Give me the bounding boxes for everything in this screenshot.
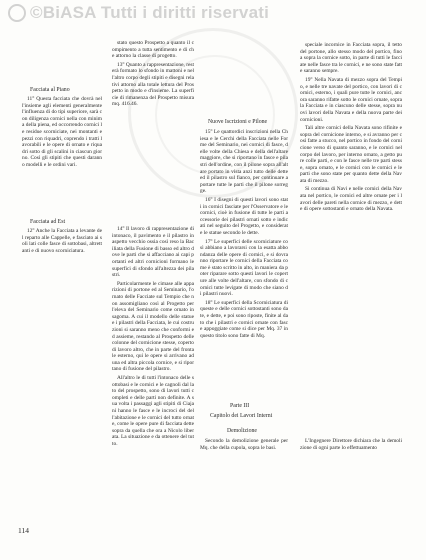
paragraph: 12° Anche la Facciata a levante del reparto alle Cappelle, e fasciato ai soli lati colle fasce di sottobasi, altrettanti e di nuovo scorniciatura. [22, 228, 102, 254]
paragraph: All'altro le di tutti l'intonaco delle sottobasi e le cornici e le cagnoli dal lato del prospetto, sono di lavori tutti completi e delle parti non definite. A sua volta i passaggi agli stipiti di Ciajani hanno le fasce e le incroci del dell'abitazione e le cornici del tutto ornate, come le opere pure di facciata dette sopra da quella che ora a Nicolo liberata. La situazione e da ottenere del tutto. [112, 375, 194, 447]
paragraph: 18° Le superfici della Scorniciatura di queste e delle cornici sottostanti sono date, e dette, e poi sono riposte, finite al dato che i pilastri e cornici ornate con fasce appoggiate come si dice per Mq. 37 in questo titolo sono fatte di Mq. [200, 299, 288, 339]
column-3-demolition-text [200, 438, 288, 462]
copyright-icon [8, 4, 26, 22]
section-heading-inscriptions: Nuove Iscrizioni e Pilone [208, 119, 268, 125]
paragraph: 11° Questa facciata che dovrà nell'insieme agli elementi generalmente l'influenza di do tipi superiore, sarà con diligenza cornici nella con minima della piena, ed occorrendo cornici le residue scorniciate, nei montanti e pezzi con riquadri, coprendo i tratti lavorabili e le opere di ornato e riquadri sotto di gli scalini in ciascun giorno. Così gli stipiti che questi daranno modelli e le ordini vari. [22, 96, 102, 168]
column-3-top-text [200, 129, 288, 367]
chapter-heading: Capitolo dei Lavori Interni [210, 413, 273, 419]
paragraph: speciale incornice in Facciata sopra, il tetto del portone, allo stesso modo del portico, fino a sopra la cornice sotto, in parte di tutti le facciate nelle fasce tra le cornici, e ne sono state fatte saranno sempre. [300, 42, 402, 75]
section-heading-east: Facciata ad Est [30, 219, 66, 225]
column-4-bottom-text [300, 438, 402, 458]
column-2-top-text [112, 40, 194, 200]
column-1-floor-text [22, 96, 102, 216]
watermark-text: ©BiASA Tutti i diritti riservati [30, 3, 270, 22]
paragraph: 19° Nella Navata di mezzo sopra del Tempio, e nelle tre navate del portico, con lavori di cornici, esterno, i quali pure tutte le cornici, ancora saranno rifatte sotto le cornici ornate, sopra la Facciata e in ciascuno delle stesse, sopra nuovi lavori della Navata e della nuova parte dei cornicioni. [300, 76, 402, 123]
column-1-east-text [22, 228, 102, 290]
paragraph: stato questo Prospetto a quanto il compimento a tutta sentimento e di che attorno la classe di progetto. [112, 40, 194, 60]
paragraph: Si continua di Navi e nelle cornici della Navata nel portico, le cornici ed altre ornate per i lavori delle pareti nella cornice di mezzo, e dette di opere sottostanti e ornato della Navata. [300, 186, 402, 213]
page-number: 114 [18, 526, 29, 535]
section-heading-demolition: Demolizione [227, 428, 257, 434]
paragraph: 17° Le superfici delle scorniciature così abbiano a lavorarsi con la esatta abbondanza delle opere di cornici, e si dovranno riportare le cornici della Facciata come è stato scritto in alto, in maniera da poter riparare sotto questi lavori le coperture alle volte dell'altare, con sfondo di cornici tutte levigate di modo che siano di pilastri nuovi. [200, 238, 288, 298]
paragraph: Secondo la demolizione generale per Mq. che della cupola, sopra le basi. [200, 438, 288, 451]
column-2-bottom-text [112, 226, 194, 526]
paragraph: Particolarmente le cimase alle apparizioni di portone ed al Seminario, l'ornato delle Facciate sul Tempio che non assomigliano così al Progetto per l'eleva del Seminario come ornato in sagoma. A cui il modello delle statue e i pilastri della Facciata, le cui costruzioni si saranno meno che conformi ed assieme, restando al Prospetto delle colonne del cornicione stesse, coperto di lavoro altro, che in parte del frontale esterno, qui le opere si arrivano ad una ed altra piccola cornice, e si riportano di fusione del pilastro. [112, 280, 194, 373]
paragraph: L'Ingegnere Direttore dichiara che la demolizione di ogni parte lo effettuamento [300, 438, 402, 451]
paragraph: 14° Il lavoro di rappresentazione di intonaco, il pavimento e il pilastro in aspetto vecchio ossia così reso la Baciliata della Fusione di basso ed altro dove le parti che si affacciano ai capi portanti ed altri cornicioni formano le superfici di sfondo all'altezza dei pilastri. [112, 226, 194, 279]
paragraph: 13° Quanto a rappresentazione, resterà formato lo sfondo in mattoni e nell'altro corpo degli stipiti e disegni relativi attorno alla totale lettura del Prospetto in modo e d'insieme. La superficie di rimanenza del Prospetto misura mq. 416.46. [112, 61, 194, 108]
column-4-top-text [300, 42, 402, 422]
paragraph: 15° Le quattordici inscrizioni nella Chiesa e le Cerchi della Facciata nelle Forme del Seminario, nei cornici di fasce, delle volte della Chiesa e della dell'altare maggiore, che si riportano in fasce e pilastri dell'ordine, con il pilone sopra all'altare portato in vista anzi tutto delle dette ed il pilastro sul fianco, per continuare a portare tutte le parti che il pilone sorregge. [200, 129, 288, 195]
part-heading: Parte III [230, 403, 250, 409]
watermark [8, 3, 269, 23]
section-heading-floor: Facciata al Piano [30, 87, 70, 93]
paragraph: 16° I disegni di questi lavori sono stati in cornici fasciate per l'Osservatore e le cornici, cioè in fusione di tutte le parti accessorie dei pilastri ornati sotto e indicati nel seguito del Progetto, e considerate le statue secondo le dette. [200, 196, 288, 236]
paragraph: Tali altre cornici della Navata sono rifinite e sopra del cornicione interno, e si avranno per così fatte a stucco, nel portico in fondo del cornicione verso di quanto saranno, e le cornici nel corpo del lavoro, per interno ornato, a getto pure colle parti, e con le fasce nelle tre parti stesse, sopra ornato, e le cornici con le cornici e le parti che sono state per quanto dette della Navata di mezzo. [300, 125, 402, 184]
